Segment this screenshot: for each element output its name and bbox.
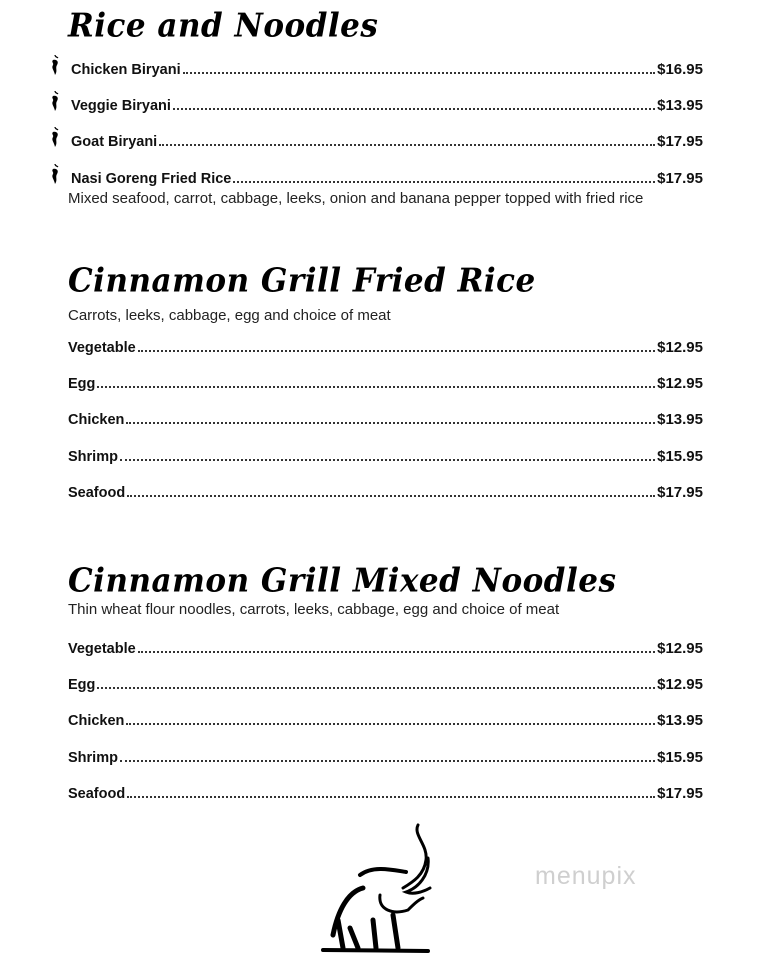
section-title: Rice and Noodles bbox=[68, 7, 379, 45]
item-price: $13.95 bbox=[657, 712, 703, 729]
menu-item bbox=[68, 336, 703, 356]
elephant-logo-icon bbox=[318, 820, 433, 955]
dot-leader bbox=[126, 723, 655, 725]
item-name: Nasi Goreng Fried Rice bbox=[71, 171, 232, 187]
chili-pepper-icon bbox=[49, 90, 61, 112]
item-price: $17.95 bbox=[657, 170, 703, 187]
dot-leader bbox=[159, 144, 655, 146]
section-title: Cinnamon Grill Fried Rice bbox=[68, 262, 536, 300]
item-name: Chicken Biryani bbox=[71, 62, 181, 78]
dot-leader bbox=[126, 422, 655, 424]
section-description: Carrots, leeks, cabbage, egg and choice of meat bbox=[68, 307, 391, 324]
menu-item bbox=[68, 637, 703, 657]
item-name: Egg bbox=[68, 677, 96, 693]
menu-item bbox=[68, 709, 703, 729]
dot-leader bbox=[138, 651, 655, 653]
item-name: Seafood bbox=[68, 786, 126, 802]
dot-leader bbox=[173, 108, 655, 110]
item-price: $17.95 bbox=[657, 484, 703, 501]
item-price: $15.95 bbox=[657, 749, 703, 766]
item-name: Veggie Biryani bbox=[71, 98, 171, 114]
menu-item bbox=[68, 481, 703, 501]
menu-item bbox=[71, 167, 703, 187]
item-name: Vegetable bbox=[68, 641, 136, 657]
menu-item bbox=[68, 445, 703, 465]
item-name: Egg bbox=[68, 376, 96, 392]
item-price: $16.95 bbox=[657, 61, 703, 78]
item-name: Chicken bbox=[68, 412, 125, 428]
chili-pepper-icon bbox=[49, 126, 61, 148]
menu-item bbox=[71, 94, 703, 114]
item-name: Chicken bbox=[68, 713, 125, 729]
item-description: Mixed seafood, carrot, cabbage, leeks, onion and banana pepper topped with fried rice bbox=[68, 190, 644, 207]
chili-pepper-icon bbox=[49, 54, 61, 76]
item-price: $15.95 bbox=[657, 448, 703, 465]
dot-leader bbox=[183, 72, 656, 74]
dot-leader bbox=[233, 181, 655, 183]
dot-leader bbox=[127, 796, 655, 798]
item-name: Seafood bbox=[68, 485, 126, 501]
dot-leader bbox=[127, 495, 655, 497]
menu-item bbox=[68, 408, 703, 428]
dot-leader bbox=[120, 459, 655, 461]
item-price: $17.95 bbox=[657, 133, 703, 150]
dot-leader bbox=[97, 687, 655, 689]
menu-item bbox=[71, 58, 703, 78]
menu-item bbox=[71, 130, 703, 150]
dot-leader bbox=[97, 386, 655, 388]
section-title: Cinnamon Grill Mixed Noodles bbox=[68, 562, 617, 600]
item-price: $12.95 bbox=[657, 640, 703, 657]
watermark: menupix bbox=[535, 862, 637, 890]
item-name: Shrimp bbox=[68, 750, 118, 766]
menu-item bbox=[68, 673, 703, 693]
chili-pepper-icon bbox=[49, 163, 61, 185]
menu-item bbox=[68, 782, 703, 802]
menu-item bbox=[68, 372, 703, 392]
item-price: $17.95 bbox=[657, 785, 703, 802]
item-name: Shrimp bbox=[68, 449, 118, 465]
item-name: Vegetable bbox=[68, 340, 136, 356]
item-price: $13.95 bbox=[657, 97, 703, 114]
item-price: $13.95 bbox=[657, 411, 703, 428]
menu-item bbox=[68, 746, 703, 766]
dot-leader bbox=[120, 760, 655, 762]
item-name: Goat Biryani bbox=[71, 134, 158, 150]
item-price: $12.95 bbox=[657, 375, 703, 392]
dot-leader bbox=[138, 350, 655, 352]
item-price: $12.95 bbox=[657, 676, 703, 693]
section-description: Thin wheat flour noodles, carrots, leeks, cabbage, egg and choice of meat bbox=[68, 601, 560, 618]
item-price: $12.95 bbox=[657, 339, 703, 356]
